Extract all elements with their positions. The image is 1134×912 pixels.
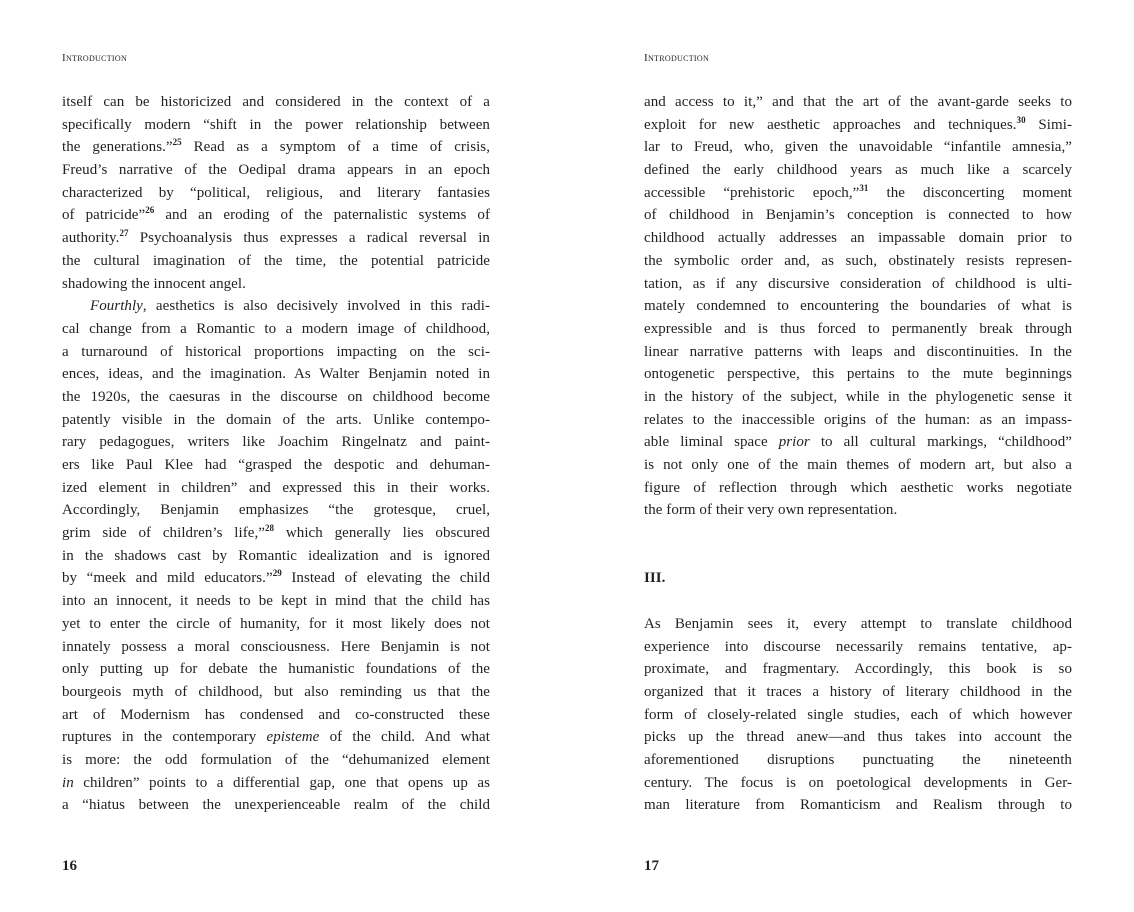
text-run: the 1920s, the caesuras in the discourse on childhood become bbox=[62, 388, 490, 405]
text-line bbox=[644, 726, 1072, 749]
text-line bbox=[62, 681, 490, 704]
text-run: able liminal space bbox=[644, 434, 779, 451]
paragraph-block bbox=[644, 613, 1072, 817]
text-run: innately possess a moral consciousness. Here Benjamin is not bbox=[62, 638, 490, 655]
text-line bbox=[62, 295, 490, 318]
text-line bbox=[644, 613, 1072, 636]
italic-text: episteme bbox=[266, 729, 320, 746]
body-text bbox=[62, 91, 490, 817]
footnote-ref: 28 bbox=[264, 523, 275, 534]
text-line bbox=[62, 477, 490, 500]
text-run: accessible “prehistoric epoch,” bbox=[644, 184, 860, 201]
text-line bbox=[62, 545, 490, 568]
page-number: 17 bbox=[644, 858, 659, 874]
italic-text: in bbox=[62, 774, 74, 791]
text-run: aforementioned disruptions punctuating the nineteenth bbox=[644, 751, 1072, 768]
text-run: the symbolic order and, as such, obstinately resists represen- bbox=[644, 252, 1072, 269]
text-line bbox=[644, 409, 1072, 432]
text-run: Instead of elevating the child bbox=[281, 570, 491, 587]
footnote-ref: 25 bbox=[172, 137, 182, 148]
text-line bbox=[644, 772, 1072, 795]
text-run: expressible and is thus forced to permanently break through bbox=[644, 320, 1072, 337]
text-run: children” points to a differential gap, one that opens up as bbox=[73, 774, 490, 791]
text-line bbox=[644, 749, 1072, 772]
text-line bbox=[644, 227, 1072, 250]
text-line bbox=[62, 704, 490, 727]
text-run: the form of their very own representation. bbox=[644, 502, 898, 519]
text-run: lar to Freud, who, given the unavoidable “infantile amnesia,” bbox=[644, 139, 1072, 156]
text-line bbox=[62, 91, 490, 114]
text-run: rary pedagogues, writers like Joachim Ringelnatz and paint- bbox=[62, 434, 490, 451]
text-line bbox=[644, 341, 1072, 364]
right-page bbox=[644, 0, 1072, 912]
footnote-ref: 30 bbox=[1016, 114, 1026, 125]
text-run: Read as a symptom of a time of crisis, bbox=[181, 139, 490, 156]
text-run: of childhood in Benjamin’s conception is connected to how bbox=[644, 207, 1072, 224]
text-run: the generations.” bbox=[62, 139, 173, 156]
text-run: figure of reflection through which aesthetic works negotiate bbox=[644, 479, 1072, 496]
text-line bbox=[62, 341, 490, 364]
text-run: and access to it,” and that the art of the avant-garde seeks to bbox=[644, 94, 1072, 110]
text-line bbox=[644, 386, 1072, 409]
text-run: , aesthetics is also decisively involved in this radi- bbox=[142, 298, 490, 315]
text-line bbox=[62, 749, 490, 772]
text-run: is not only one of the main themes of modern art, but also a bbox=[644, 457, 1072, 473]
text-line bbox=[62, 182, 490, 205]
text-run: relates to the inaccessible origins of the human: as an impass- bbox=[644, 411, 1072, 428]
text-line bbox=[644, 477, 1072, 500]
text-run: yet to enter the circle of humanity, for it most likely does not bbox=[62, 615, 490, 632]
italic-text: Fourthly bbox=[90, 298, 143, 315]
text-line bbox=[62, 159, 490, 182]
section-heading: III. bbox=[644, 570, 666, 587]
text-line bbox=[62, 273, 490, 296]
text-line bbox=[644, 431, 1072, 454]
text-run: proximate, and fragmentary. Accordingly, this book is so bbox=[644, 661, 1072, 678]
page-number: 16 bbox=[62, 858, 77, 874]
text-run: form of closely-related single studies, each of which however bbox=[644, 706, 1072, 723]
running-head: Introduction bbox=[644, 52, 710, 64]
blank-line bbox=[644, 590, 1072, 613]
text-line bbox=[644, 273, 1072, 296]
text-line bbox=[644, 159, 1072, 182]
text-line bbox=[644, 704, 1072, 727]
text-line bbox=[644, 182, 1072, 205]
text-line bbox=[644, 136, 1072, 159]
text-line bbox=[62, 318, 490, 341]
blank-line bbox=[644, 522, 1072, 545]
text-run: cal change from a Romantic to a modern image of childhood, bbox=[62, 320, 490, 337]
text-run: is more: the odd formulation of the “dehumanized element bbox=[62, 751, 490, 768]
text-line bbox=[62, 590, 490, 613]
text-run: century. The focus is on poetological developments in Ger- bbox=[644, 774, 1072, 791]
text-run: only putting up for debate the humanistic foundations of the bbox=[62, 661, 490, 678]
text-run: Psychoanalysis thus expresses a radical reversal in bbox=[128, 230, 490, 247]
text-run: a turnaround of historical proportions impacting on the sci- bbox=[62, 343, 490, 360]
footnote-ref: 26 bbox=[145, 205, 155, 216]
text-run: art of Modernism has condensed and co-constructed these bbox=[62, 706, 490, 723]
text-line bbox=[644, 658, 1072, 681]
text-run: the cultural imagination of the time, the potential patricide bbox=[62, 252, 490, 269]
blank-line bbox=[644, 545, 1072, 568]
running-head: Introduction bbox=[62, 52, 128, 64]
text-run: the disconcerting moment bbox=[868, 184, 1073, 201]
text-run: defined the early childhood years as much like a scarcely bbox=[644, 162, 1072, 179]
text-line bbox=[62, 409, 490, 432]
paragraph-block bbox=[644, 91, 1072, 522]
text-run: Accordingly, Benjamin emphasizes “the grotesque, cruel, bbox=[62, 502, 490, 519]
text-run: Simi- bbox=[1025, 116, 1072, 133]
italic-text: prior bbox=[778, 434, 810, 451]
text-run: experience into discourse necessarily remains tentative, ap- bbox=[644, 638, 1072, 655]
text-run: in the history of the subject, while in the phylogenetic sense it bbox=[644, 388, 1072, 405]
text-line bbox=[62, 114, 490, 137]
text-run: and an eroding of the paternalistic systems of bbox=[154, 207, 490, 224]
text-run: bourgeois myth of childhood, but also reminding us that the bbox=[62, 683, 490, 700]
text-run: Freud’s narrative of the Oedipal drama appears in an epoch bbox=[62, 162, 490, 179]
text-run: childhood actually addresses an impassable domain prior to bbox=[644, 230, 1072, 247]
text-run: itself can be historicized and considered in the context of a bbox=[62, 94, 490, 110]
text-run: exploit for new aesthetic approaches and techniques. bbox=[644, 116, 1017, 133]
text-run: specifically modern “shift in the power relationship between bbox=[62, 116, 490, 133]
text-line bbox=[62, 363, 490, 386]
text-line bbox=[62, 522, 490, 545]
text-line bbox=[644, 499, 1072, 522]
text-run: of patricide” bbox=[62, 207, 146, 224]
text-line bbox=[62, 204, 490, 227]
text-line bbox=[644, 204, 1072, 227]
text-line bbox=[644, 91, 1072, 114]
text-run: linear narrative patterns with leaps and discontinuities. In the bbox=[644, 343, 1072, 360]
text-run: into an innocent, it needs to be kept in mind that the child has bbox=[62, 593, 490, 610]
text-run: man literature from Romanticism and Realism through to bbox=[644, 797, 1072, 814]
text-run: to all cultural markings, “childhood” bbox=[809, 434, 1072, 451]
text-run: of the child. And what bbox=[319, 729, 490, 746]
footnote-ref: 27 bbox=[119, 228, 129, 239]
text-line bbox=[644, 114, 1072, 137]
text-line bbox=[62, 726, 490, 749]
text-line bbox=[62, 136, 490, 159]
text-run: As Benjamin sees it, every attempt to translate childhood bbox=[644, 615, 1072, 632]
text-line bbox=[644, 250, 1072, 273]
text-line bbox=[62, 772, 490, 795]
text-line bbox=[644, 295, 1072, 318]
text-run: authority. bbox=[62, 230, 120, 247]
text-line bbox=[62, 613, 490, 636]
footnote-ref: 29 bbox=[272, 568, 282, 579]
text-run: organized that it traces a history of literary childhood in the bbox=[644, 683, 1072, 700]
text-line bbox=[644, 681, 1072, 704]
text-line bbox=[62, 636, 490, 659]
text-run: tation, as if any discursive consideration of childhood is ulti- bbox=[644, 275, 1072, 292]
text-run: shadowing the innocent angel. bbox=[62, 275, 246, 292]
text-line bbox=[644, 363, 1072, 386]
text-line bbox=[62, 794, 490, 817]
text-run: mately condemned to encountering the boundaries of what is bbox=[644, 298, 1072, 315]
text-line bbox=[644, 318, 1072, 341]
text-line bbox=[62, 658, 490, 681]
text-line bbox=[644, 454, 1072, 477]
text-run: characterized by “political, religious, and literary fantasies bbox=[62, 184, 490, 201]
text-run: picks up the thread anew—and thus takes into account the bbox=[644, 729, 1072, 746]
text-run: patently visible in the domain of the arts. Unlike contempo- bbox=[62, 411, 490, 428]
text-line bbox=[62, 454, 490, 477]
text-line bbox=[644, 794, 1072, 817]
text-run: a “hiatus between the unexperienceable realm of the child bbox=[62, 797, 490, 814]
text-run: ized element in children” and expressed this in their works. bbox=[62, 479, 490, 496]
text-run: ruptures in the contemporary bbox=[62, 729, 267, 746]
text-line bbox=[62, 250, 490, 273]
text-line bbox=[62, 567, 490, 590]
text-run: by “meek and mild educators.” bbox=[62, 570, 273, 587]
text-line bbox=[644, 636, 1072, 659]
text-run: which generally lies obscured bbox=[274, 525, 490, 542]
text-line bbox=[62, 499, 490, 522]
text-line bbox=[62, 227, 490, 250]
text-run: ences, ideas, and the imagination. As Walter Benjamin noted in bbox=[62, 366, 490, 383]
text-run: ers like Paul Klee had “grasped the despotic and dehuman- bbox=[62, 457, 490, 473]
footnote-ref: 31 bbox=[859, 182, 869, 193]
text-run: grim side of children’s life,” bbox=[62, 525, 265, 542]
text-line bbox=[62, 431, 490, 454]
text-line bbox=[62, 386, 490, 409]
left-page bbox=[62, 0, 490, 912]
text-run: ontogenetic perspective, this pertains to the mute beginnings bbox=[644, 366, 1072, 383]
body-text bbox=[644, 91, 1072, 817]
text-run: in the shadows cast by Romantic idealization and is ignored bbox=[62, 547, 490, 564]
